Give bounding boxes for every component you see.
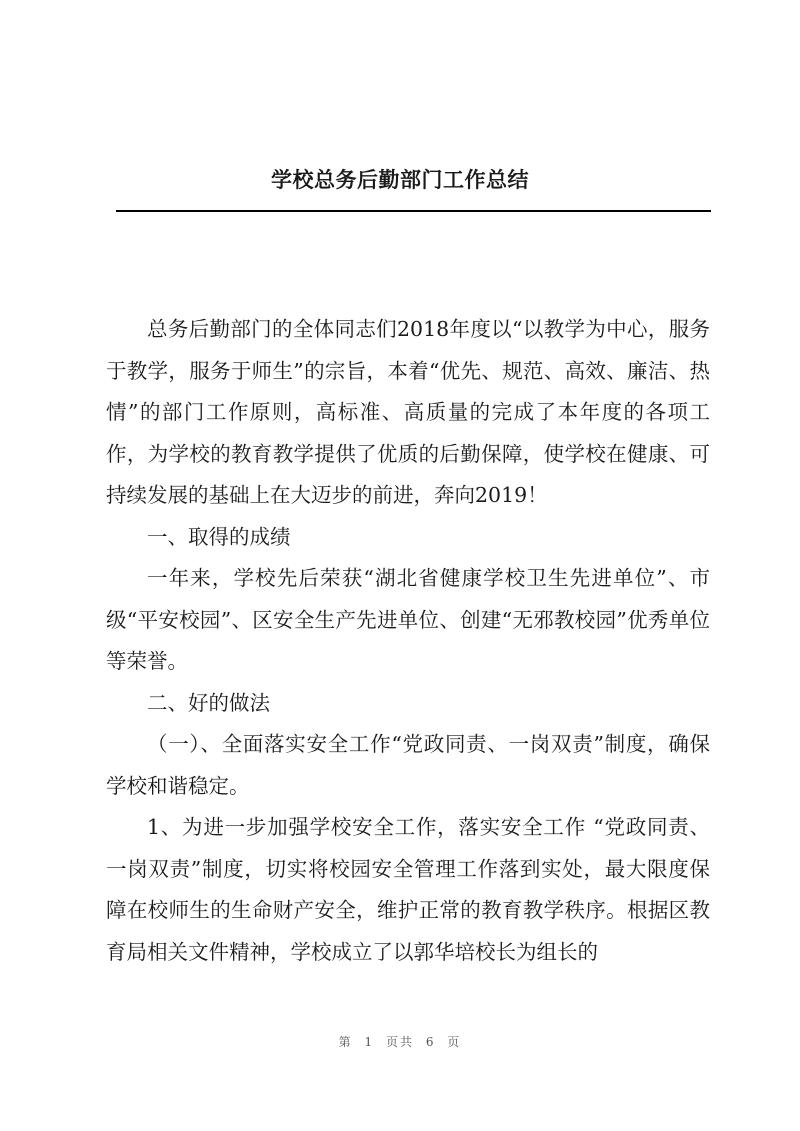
section-heading-achievements: 一、取得的成绩 bbox=[147, 524, 291, 549]
footer-prefix: 第 bbox=[338, 1035, 353, 1049]
achievements-paragraph: 一年来，学校先后荣获“湖北省健康学校卫生先进单位”、市级“平安校园”、区安全生产先进单位、创建“无邪教校园”优秀单位等荣誉。 bbox=[106, 566, 710, 673]
section-heading-practices: 二、好的做法 bbox=[147, 690, 270, 715]
footer-page-number: 1 bbox=[364, 1035, 375, 1049]
footer-total-pages: 6 bbox=[425, 1035, 436, 1049]
footer-suffix: 页 bbox=[447, 1035, 462, 1049]
page-footer bbox=[0, 1033, 800, 1050]
footer-mid: 页共 bbox=[385, 1035, 414, 1049]
document-title: 学校总务后勤部门工作总结 bbox=[271, 167, 529, 192]
title-underline bbox=[116, 210, 711, 212]
intro-paragraph: 总务后勤部门的全体同志们2018年度以“以教学为中心，服务于教学，服务于师生”的宗旨，本着“优先、规范、高效、廉洁、热情”的部门工作原则，高标准、高质量的完成了本年度的各项工作，为学校的教育教学提供了优质的后勤保障，使学校在健康、可持续发展的基础上在大迈步的前进，奔向2019！ bbox=[106, 317, 710, 507]
subsection-heading-safety: （一）、全面落实安全工作“党政同责、一岗双责”制度，确保学校和谐稳定。 bbox=[106, 732, 710, 798]
document-body bbox=[106, 309, 710, 973]
safety-paragraph: 1、为进一步加强学校安全工作，落实安全工作 “党政同责、一岗双责”制度，切实将校园安全管理工作落到实处，最大限度保障在校师生的生命财产安全，维护正常的教育教学秩序。根据区教育局相关文件精神，学校成立了以郭华培校长为组长的 bbox=[106, 815, 710, 964]
